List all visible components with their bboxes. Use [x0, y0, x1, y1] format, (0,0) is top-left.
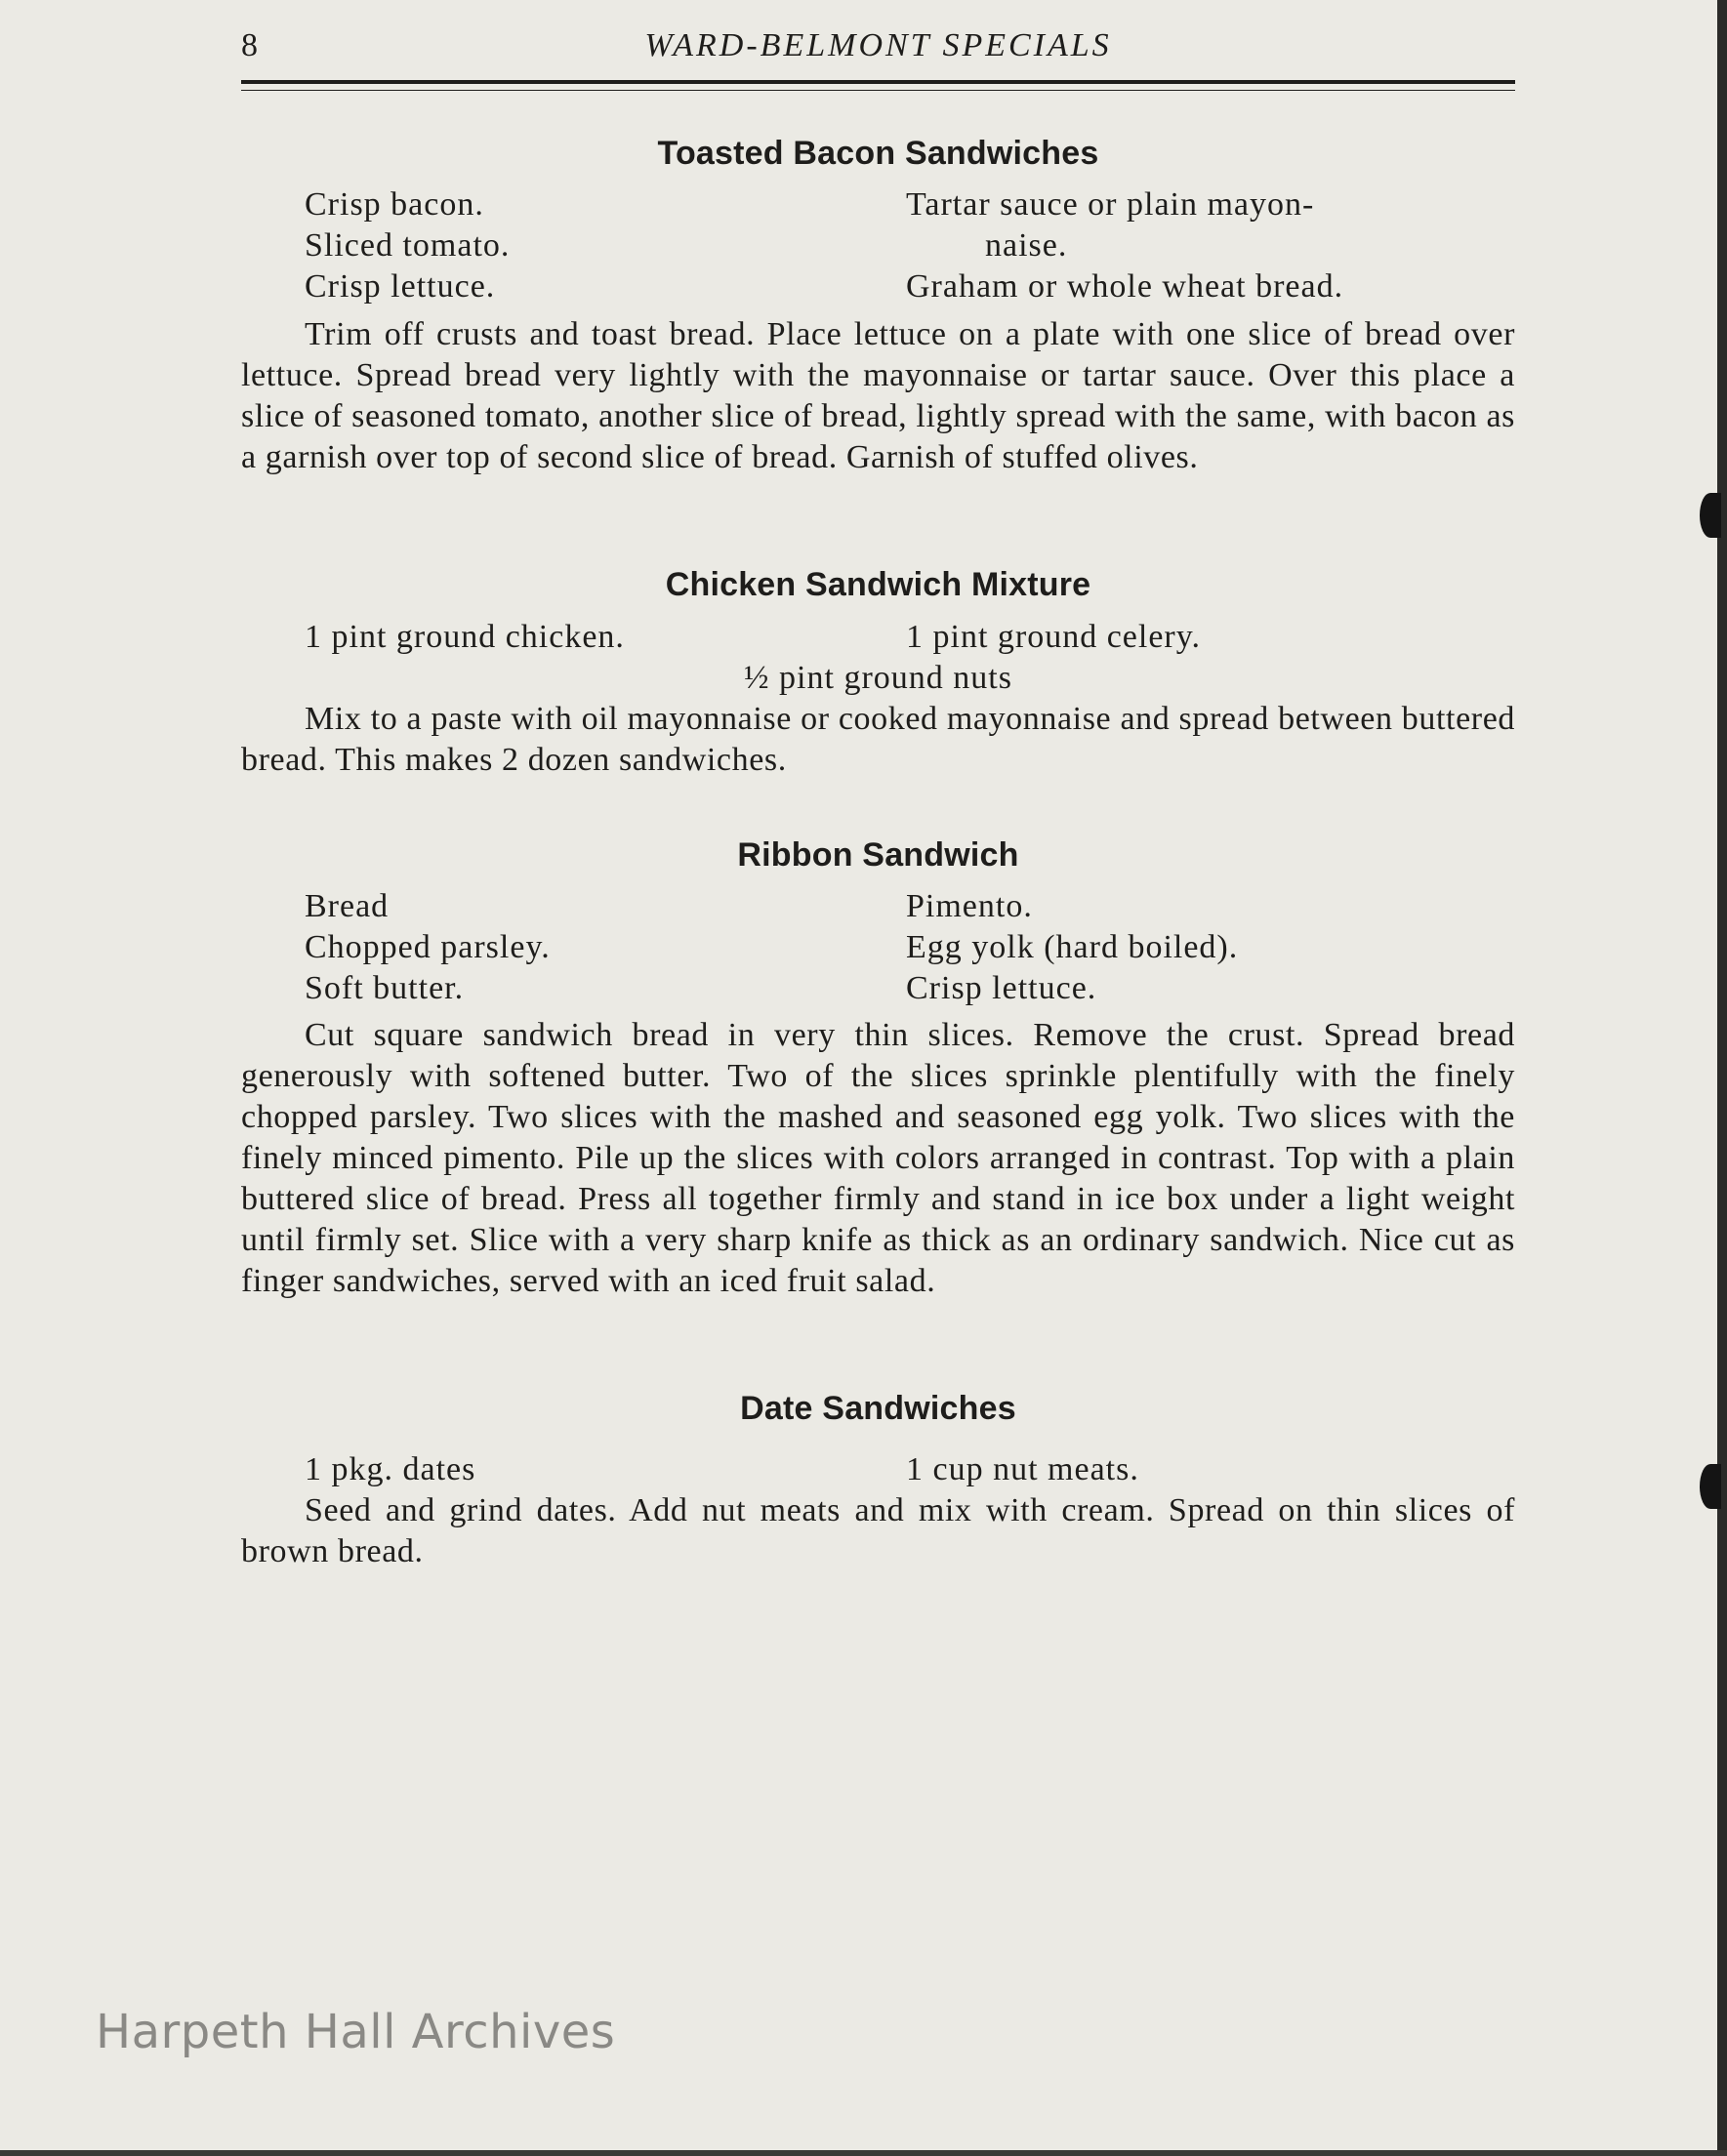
ingredient-item: Egg yolk (hard boiled).: [906, 929, 1239, 965]
ingredient-item: Tartar sauce or plain mayon-: [906, 186, 1315, 223]
instructions-chicken-mixture: Mix to a paste with oil mayonnaise or cooked mayonnaise and spread between buttered bread. This makes 2 dozen sandwiches.: [241, 701, 1515, 778]
recipe-title-date: Date Sandwiches: [740, 1390, 1016, 1427]
ingredient-item: 1 pint ground chicken.: [305, 619, 625, 655]
ingredient-item: Crisp bacon.: [305, 186, 484, 223]
ingredient-row: [305, 968, 1515, 1009]
ingredient-row: [305, 1449, 1515, 1490]
header-rule: [241, 80, 1515, 91]
ingredient-item: Pimento.: [906, 888, 1033, 924]
instructions-ribbon: Cut square sandwich bread in very thin slices. Remove the crust. Spread bread generously with softened butter. Two of the slices sprinkle plentifully with the finely chopped parsley. Two slices with the mashed and seasoned egg yolk. Two slices with the finely minced pimento. Pile up the slices with colors arranged in contrast. Top with a plain buttered slice of bread. Press all together firmly and stand in ice box under a light weight until firmly set. Slice with a very sharp knife as thick as an ordinary sandwich. Nice cut as finger sandwiches, served with an iced fruit salad.: [241, 1017, 1515, 1299]
recipe-title-toasted-bacon: Toasted Bacon Sandwiches: [657, 135, 1099, 172]
recipe-title-chicken-mixture: Chicken Sandwich Mixture: [665, 566, 1091, 603]
ingredient-item: naise.: [985, 227, 1068, 264]
binding-notch: [1700, 493, 1721, 538]
ingredient-row: [305, 927, 1515, 968]
instructions-toasted-bacon: Trim off crusts and toast bread. Place lettuce on a plate with one slice of bread over lettuce. Spread bread very lightly with the mayonnaise or tartar sauce. Over this place a slice of seasoned tomato, another slice of bread, lightly spread with the same, with bacon as a garnish over top of second slice of bread. Garnish of stuffed olives.: [241, 316, 1515, 475]
ingredient-row: [305, 658, 1515, 699]
ingredient-item: ½ pint ground nuts: [744, 660, 1012, 696]
ingredient-item: Graham or whole wheat bread.: [906, 268, 1344, 305]
binding-edge: [1717, 0, 1727, 2156]
ingredient-row: [305, 617, 1515, 658]
instructions-date: Seed and grind dates. Add nut meats and mix with cream. Spread on thin slices of brown bread.: [241, 1492, 1515, 1569]
page-number: 8: [241, 27, 258, 63]
ingredients-ribbon: [305, 886, 1515, 1009]
ingredient-item: Bread: [305, 888, 390, 924]
running-head: [241, 23, 1515, 72]
ingredient-row: [305, 225, 1515, 266]
ingredients-toasted-bacon: [305, 184, 1515, 307]
ingredient-item: 1 cup nut meats.: [906, 1451, 1139, 1487]
ingredient-item: Crisp lettuce.: [305, 268, 496, 305]
ingredients-date: [305, 1449, 1515, 1490]
recipe-title-ribbon: Ribbon Sandwich: [737, 836, 1019, 874]
ingredient-item: Crisp lettuce.: [906, 970, 1097, 1006]
running-head-title: WARD-BELMONT SPECIALS: [644, 27, 1112, 63]
ingredient-row: [305, 886, 1515, 927]
ingredient-item: Soft butter.: [305, 970, 465, 1006]
ingredient-item: Sliced tomato.: [305, 227, 511, 264]
bottom-edge: [0, 2150, 1727, 2156]
ingredients-chicken-mixture: [305, 617, 1515, 699]
ingredient-item: 1 pkg. dates: [305, 1451, 476, 1487]
ingredient-row: [305, 266, 1515, 307]
ingredient-item: Chopped parsley.: [305, 929, 551, 965]
binding-notch: [1700, 1464, 1721, 1509]
archive-watermark: Harpeth Hall Archives: [96, 2005, 616, 2059]
ingredient-row: [305, 184, 1515, 225]
ingredient-item: 1 pint ground celery.: [906, 619, 1202, 655]
